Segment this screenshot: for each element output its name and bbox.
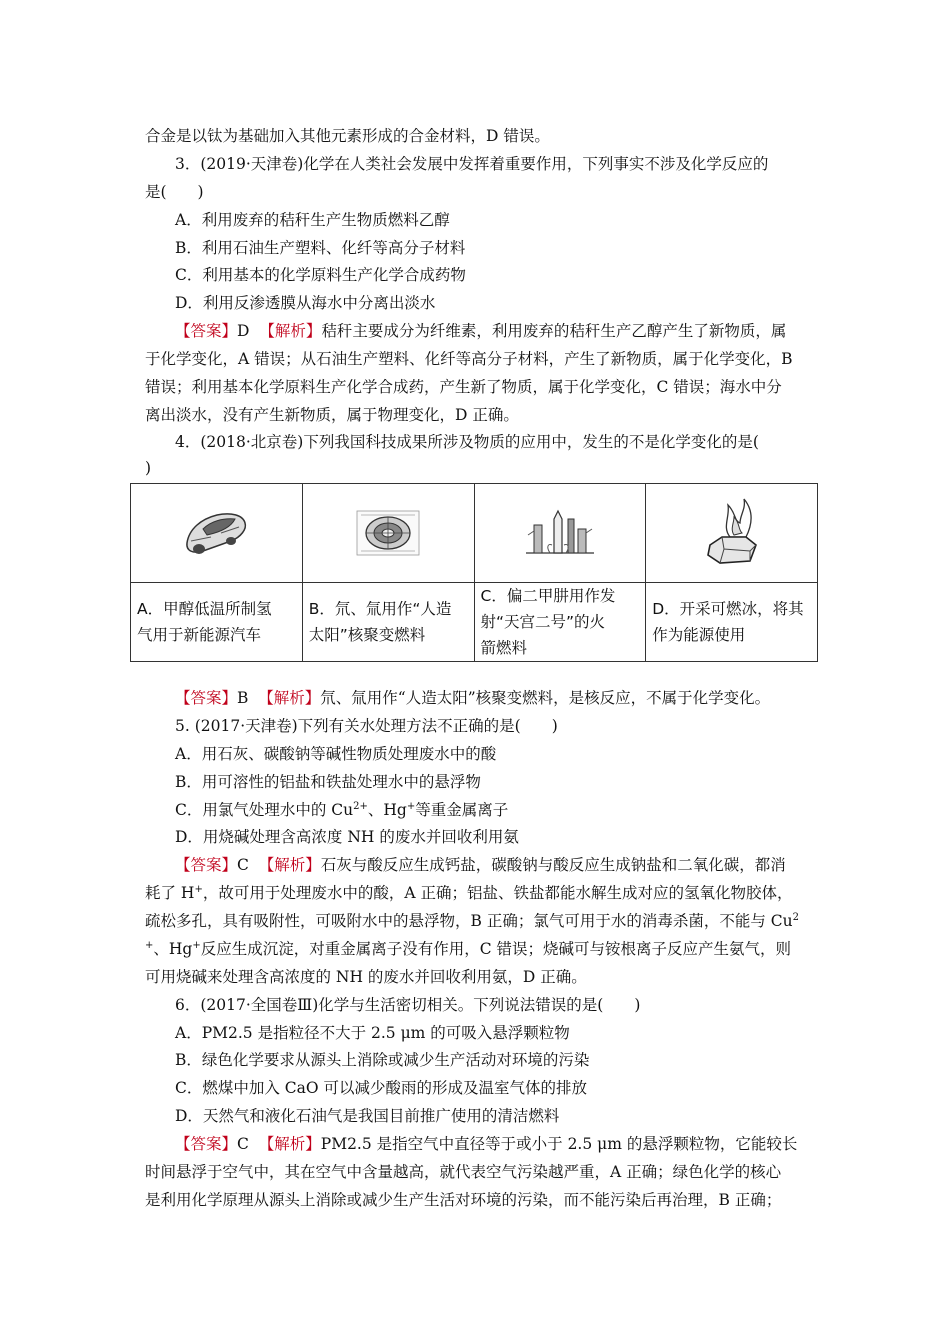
question-6-answer [175, 1134, 817, 1154]
text: 、Hg [153, 940, 193, 958]
question-4-stem: 4．(2018·北京卷)下列我国科技成果所涉及物质的应用中，发生的不是化学变化的是( [175, 433, 759, 451]
text-line: 于化学变化，A 错误；从石油生产塑料、化纤等高分子材料，产生了新物质，属于化学变化，B [145, 350, 793, 368]
option-d-image-cell [646, 484, 818, 583]
analysis-tag: 【解析】 [259, 322, 322, 340]
answer-tag: 【答案】 [175, 856, 238, 874]
analysis-text: 氘、氚用作“人造太阳”核聚变燃料，是核反应，不属于化学变化。 [320, 689, 771, 707]
text: 疏松多孔，具有吸附性，可吸附水中的悬浮物，B 正确；氯气可用于水的消毒杀菌，不能与 Cu [145, 912, 793, 930]
question-4-stem-cont: ) [145, 459, 152, 477]
analysis-text: 秸秆主要成分为纤维素，利用废弃的秸秆生产乙醇产生了新物质，属 [321, 322, 787, 340]
option-a-text: 气用于新能源汽车 [137, 626, 262, 644]
question-5-answer [175, 855, 817, 875]
question-5-option-d: D．用烧碱处理含高浓度 NH 的废水并回收利用氨 [175, 828, 519, 846]
option-a-image-cell [131, 484, 303, 583]
hydrogen-car-icon [181, 507, 251, 559]
answer-value: C [237, 1135, 249, 1153]
option-c-text: 射“天宫二号”的火 [480, 613, 606, 631]
question-6-option-b: B．绿色化学要求从源头上消除或减少生产活动对环境的污染 [175, 1051, 590, 1069]
rocket-launch-icon [522, 505, 598, 561]
option-d-text: 作为能源使用 [652, 626, 746, 644]
option-b-image-cell [302, 484, 474, 583]
text: ，故可用于处理废水中的酸，A 正确；铝盐、铁盐都能水解生成对应的氢氧化物胶体， [202, 884, 793, 902]
text-line: 错误；利用基本化学原料生产化学合成药，产生新了物质，属于化学变化，C 错误；海水中分 [145, 378, 782, 396]
text-line: 是利用化学原理从源头上消除或减少生产生活对环境的污染，而不能污染后再治理，B 正确； [145, 1191, 782, 1209]
analysis-tag: 【解析】 [258, 689, 321, 707]
question-3-stem: 3．(2019·天津卷)化学在人类社会发展中发挥着重要作用，下列事实不涉及化学反应的 [175, 155, 769, 173]
analysis-text: PM2.5 是指空气中直径等于或小于 2.5 μm 的悬浮颗粒物，它能较长 [320, 1135, 798, 1153]
option-b-text: B．氘、氚用作“人造 [308, 600, 452, 618]
option-d-cell [646, 583, 818, 662]
answer-value: C [237, 856, 249, 874]
question-6-stem: 6．(2017·全国卷Ⅲ)化学与生活密切相关。下列说法错误的是( ) [175, 996, 641, 1014]
question-3-answer [175, 321, 817, 341]
superscript: + [192, 940, 201, 951]
text-line [145, 883, 817, 903]
option-a-text: A．甲醇低温所制氢 [137, 600, 272, 618]
question-5-option-b: B．用可溶性的铝盐和铁盐处理水中的悬浮物 [175, 773, 481, 791]
text-line: 时间悬浮于空气中，其在空气中含量越高，就代表空气污染越严重，A 正确；绿色化学的核心 [145, 1163, 782, 1181]
text: 、Hg [367, 801, 407, 819]
text: 反应生成沉淀，对重金属离子没有作用，C 错误；烧碱可与铵根离子反应产生氨气，则 [200, 940, 792, 958]
answer-tag: 【答案】 [175, 322, 238, 340]
option-c-text: 箭燃料 [480, 639, 528, 657]
superscript: + [145, 940, 154, 951]
question-6-option-c: C．燃煤中加入 CaO 可以减少酸雨的形成及温室气体的排放 [175, 1079, 588, 1097]
question-5-stem: 5. (2017·天津卷)下列有关水处理方法不正确的是( ) [175, 717, 558, 735]
fusion-reactor-icon [353, 507, 423, 559]
question-3-option-b: B．利用石油生产塑料、化纤等高分子材料 [175, 239, 466, 257]
superscript: 2 [792, 912, 799, 923]
option-c-image-cell [474, 484, 646, 583]
text: C．用氯气处理水中的 Cu [175, 801, 354, 819]
answer-value: D [237, 322, 250, 340]
question-5-option-a: A．用石灰、碳酸钠等碱性物质处理废水中的酸 [175, 745, 497, 763]
question-3-stem-cont: 是( ) [145, 183, 204, 201]
superscript: 2+ [353, 801, 368, 812]
option-c-cell [474, 583, 646, 662]
question-6-option-a: A．PM2.5 是指粒径不大于 2.5 μm 的可吸入悬浮颗粒物 [175, 1024, 570, 1042]
analysis-tag: 【解析】 [258, 1135, 321, 1153]
answer-tag: 【答案】 [175, 689, 238, 707]
analysis-text: 石灰与酸反应生成钙盐，碳酸钠与酸反应生成钠盐和二氧化碳，都消 [320, 856, 786, 874]
answer-value: B [237, 689, 249, 707]
option-b-cell [302, 583, 474, 662]
question-4-answer [175, 688, 817, 708]
text-line [145, 911, 817, 931]
text: 耗了 H [145, 884, 195, 902]
question-5-option-c [175, 800, 817, 820]
question-4-options-table [130, 483, 818, 662]
superscript: + [194, 884, 203, 895]
text-line [145, 939, 817, 959]
text: 等重金属离子 [415, 801, 509, 819]
analysis-tag: 【解析】 [258, 856, 321, 874]
question-3-option-d: D．利用反渗透膜从海水中分离出淡水 [175, 294, 436, 312]
text-line: 可用烧碱来处理含高浓度的 NH 的废水并回收利用氨，D 正确。 [145, 968, 587, 986]
text-line: 合金是以钛为基础加入其他元素形成的合金材料，D 错误。 [145, 127, 550, 145]
option-b-text: 太阳”核聚变燃料 [308, 626, 426, 644]
combustible-ice-icon [700, 493, 764, 573]
option-c-text: C．偏二甲肼用作发 [480, 587, 616, 605]
superscript: + [406, 801, 416, 812]
option-a-cell [131, 583, 303, 662]
option-d-text: D．开采可燃冰，将其 [652, 600, 804, 618]
question-3-option-c: C．利用基本的化学原料生产化学合成药物 [175, 266, 466, 284]
text-line: 离出淡水，没有产生新物质，属于物理变化，D 正确。 [145, 406, 519, 424]
answer-tag: 【答案】 [175, 1135, 238, 1153]
question-3-option-a: A．利用废弃的秸秆生产生物质燃料乙醇 [175, 211, 450, 229]
question-6-option-d: D．天然气和液化石油气是我国目前推广使用的清洁燃料 [175, 1107, 560, 1125]
